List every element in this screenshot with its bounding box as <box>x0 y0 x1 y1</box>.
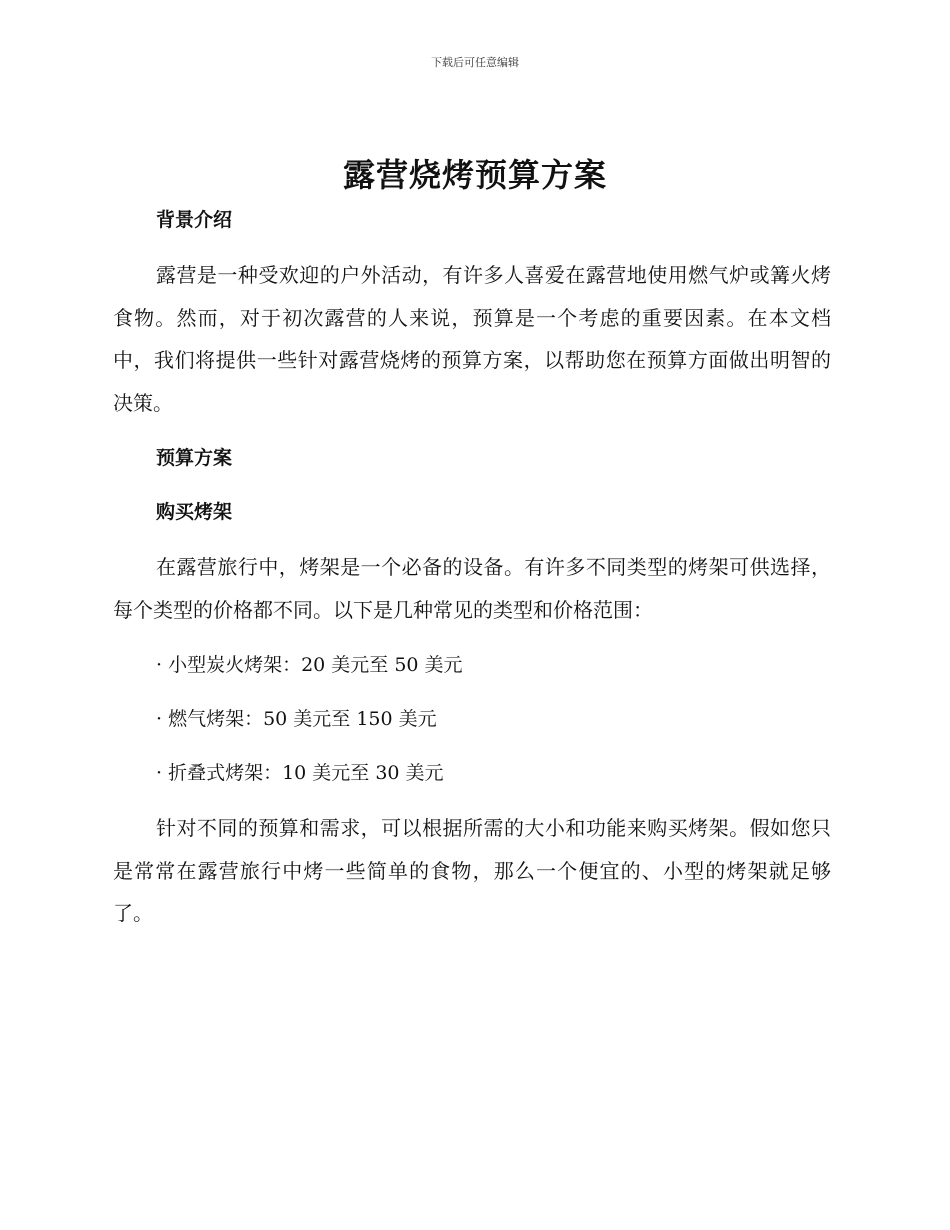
grill-conclusion: 针对不同的预算和需求，可以根据所需的大小和功能来购买烤架。假如您只是常常在露营旅行中烤一些简单的食物，那么一个便宜的、小型的烤架就足够了。 <box>113 816 831 925</box>
document-body <box>113 200 831 935</box>
grill-paragraph: 在露营旅行中，烤架是一个必备的设备。有许多不同类型的烤架可供选择，每个类型的价格都不同。以下是几种常见的类型和价格范围： <box>113 555 831 622</box>
list-item: · 燃气烤架：50 美元至 150 美元 <box>156 708 437 730</box>
document-title: 露营烧烤预算方案 <box>342 156 607 194</box>
budget-heading: 预算方案 <box>156 447 233 469</box>
grill-heading: 购买烤架 <box>156 501 233 523</box>
list-item: · 小型炭火烤架：20 美元至 50 美元 <box>156 654 463 676</box>
background-heading: 背景介绍 <box>156 209 233 231</box>
background-paragraph: 露营是一种受欢迎的户外活动，有许多人喜爱在露营地使用燃气炉或篝火烤食物。然而，对于初次露营的人来说，预算是一个考虑的重要因素。在本文档中，我们将提供一些针对露营烧烤的预算方案，以帮助您在预算方面做出明智的决策。 <box>113 263 831 415</box>
header-note: 下载后可任意编辑 <box>431 56 519 69</box>
list-item: · 折叠式烤架：10 美元至 30 美元 <box>156 762 444 784</box>
